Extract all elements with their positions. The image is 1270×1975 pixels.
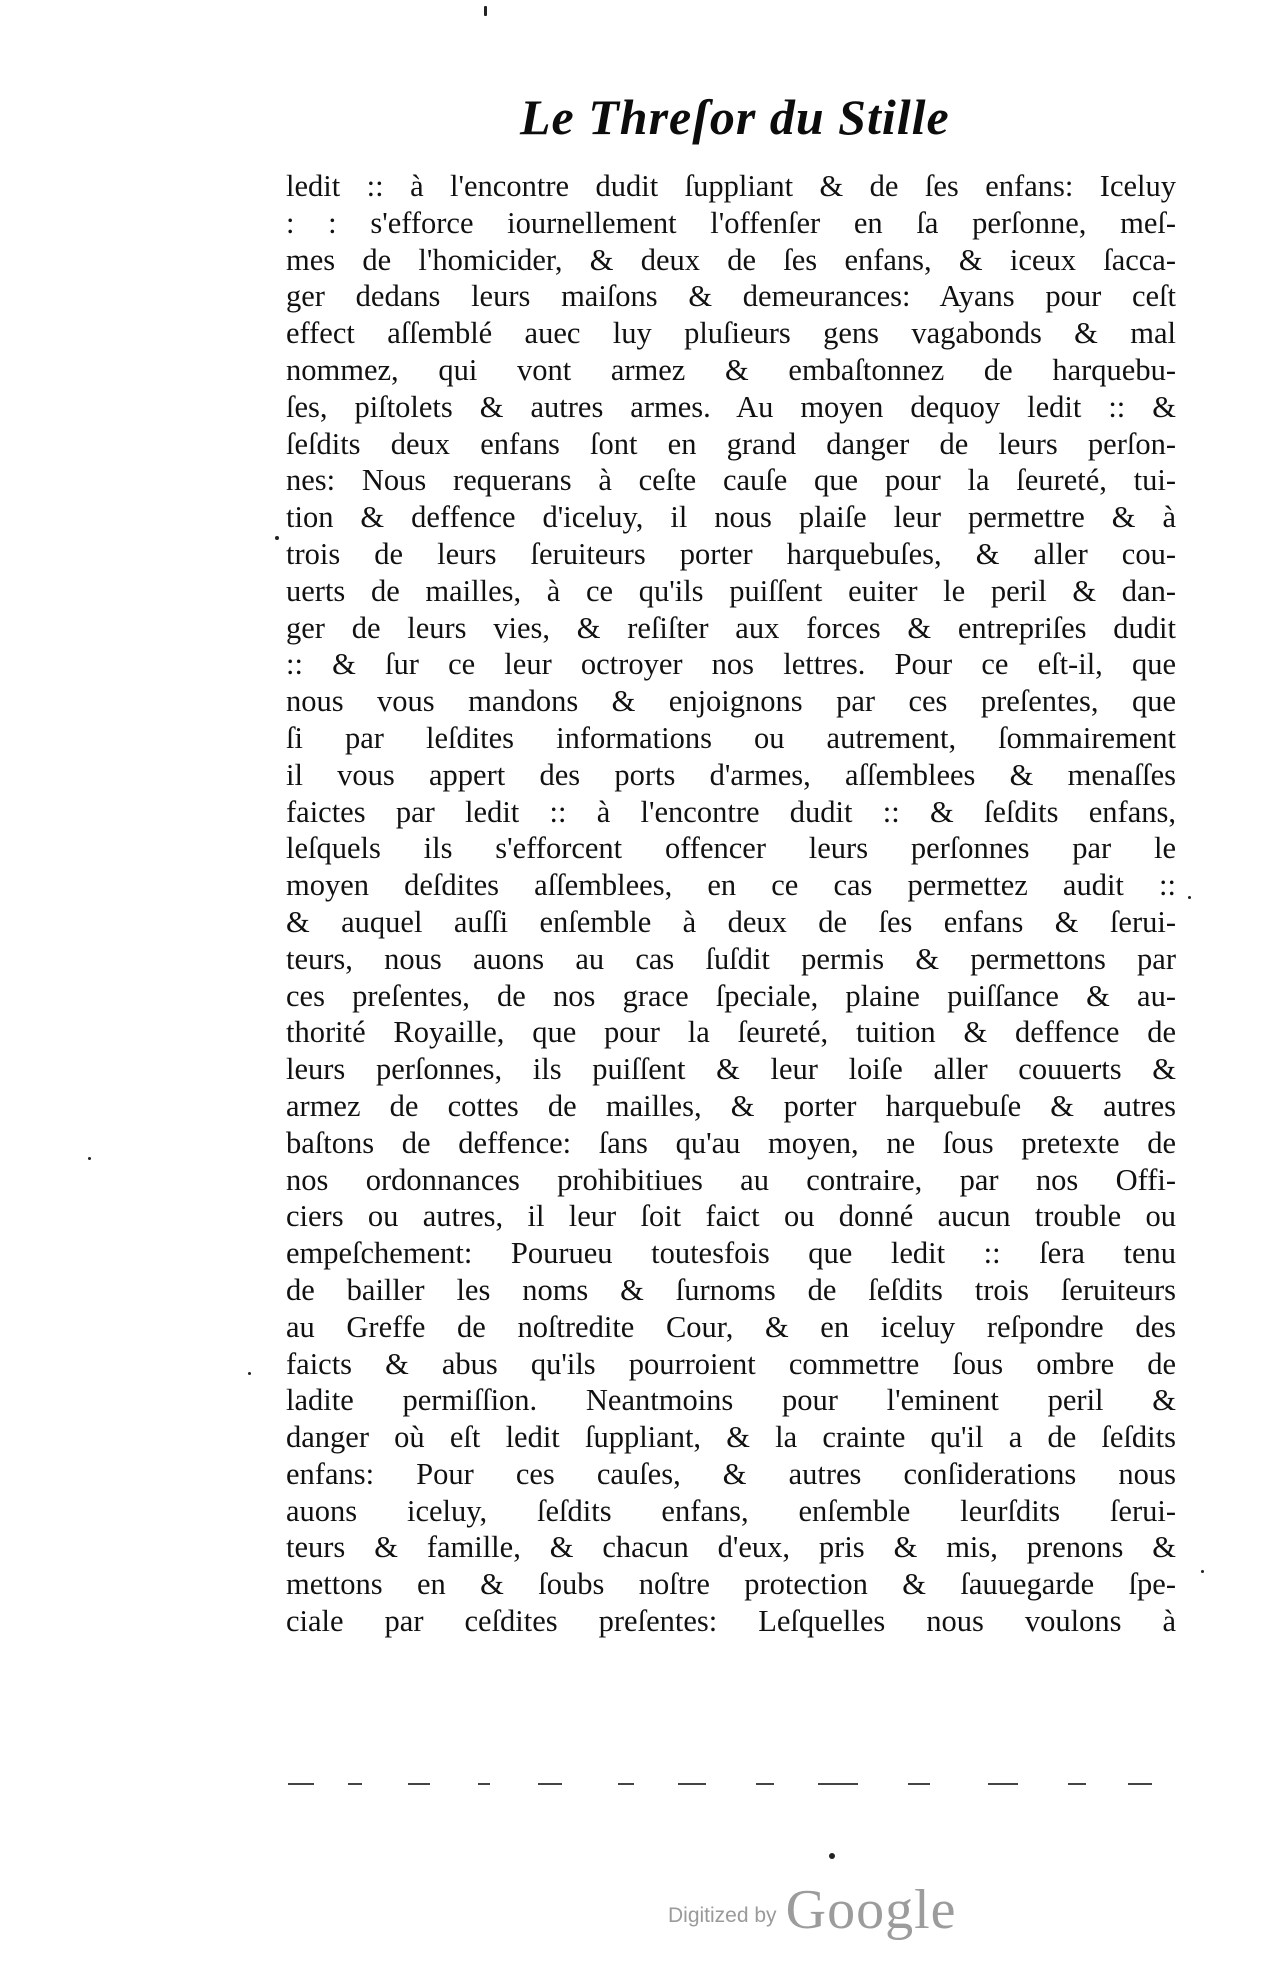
text-line: ger de leurs vies, & reſiſter aux forces & entrepriſes dudit [286, 610, 1176, 645]
text-line: il vous appert des ports d'armes, aſſemblees & menaſſes [286, 757, 1176, 792]
text-line: leſquels ils s'efforcent offencer leurs perſonnes par le [286, 831, 1176, 866]
text-line: nommez, qui vont armez & embaſtonnez de harquebu- [286, 352, 1176, 387]
text-line: leurs perſonnes, ils puiſſent & leur loiſe aller couuerts & [286, 1052, 1176, 1087]
text-line: teurs, nous auons au cas ſuſdit permis & permettons par [286, 941, 1176, 976]
text-line: danger où eſt ledit ſuppliant, & la crainte qu'il a de ſeſdits [286, 1420, 1176, 1455]
text-line: uerts de mailles, à ce qu'ils puiſſent euiter le peril & dan- [286, 573, 1176, 608]
text-line: enfans: Pour ces cauſes, & autres conſiderations nous [286, 1456, 1176, 1491]
text-line: ſes, piſtolets & autres armes. Au moyen dequoy ledit :: & [286, 389, 1176, 424]
text-line: ledit :: à l'encontre dudit ſuppliant & de ſes enfans: Iceluy [286, 169, 1176, 203]
speck-mark [829, 1853, 835, 1859]
text-line: ciers ou autres, il leur ſoit faict ou donné aucun trouble ou [286, 1199, 1176, 1234]
text-line: ger dedans leurs maiſons & demeurances: Ayans pour ceſt [286, 279, 1176, 314]
text-line: ſi par leſdites informations ou autrement, ſommairement [286, 720, 1176, 755]
text-line: nes: Nous requerans à ceſte cauſe que pour la ſeureté, tui- [286, 463, 1176, 498]
watermark-digitized-label: Digitized by [668, 1904, 777, 1927]
text-line: baſtons de deffence: ſans qu'au moyen, ne ſous pretexte de [286, 1125, 1176, 1160]
text-line: : : s'efforce iournellement l'offenſer en ſa perſonne, meſ- [286, 205, 1176, 240]
running-head: Le Threſor du Stille [520, 89, 950, 145]
text-line: ces preſentes, de nos grace ſpeciale, plaine puiſſance & au- [286, 978, 1176, 1013]
text-line: faictes par ledit :: à l'encontre dudit :: & ſeſdits enfans, [286, 794, 1176, 829]
text-line: mettons en & ſoubs noſtre protection & ſauuegarde ſpe- [286, 1567, 1176, 1602]
speck-mark [248, 1372, 251, 1375]
text-line: teurs & famille, & chacun d'eux, pris & mis, prenons & [286, 1530, 1176, 1565]
text-line: mes de l'homicider, & deux de ſes enfans, & iceux ſacca- [286, 242, 1176, 277]
text-line: nous vous mandons & enjoignons par ces preſentes, que [286, 684, 1176, 719]
text-line: thorité Royaille, que pour la ſeureté, tuition & deffence de [286, 1015, 1176, 1050]
text-line: empeſchement: Pourueu toutesfois que ledit :: ſera tenu [286, 1236, 1176, 1271]
text-line: faicts & abus qu'ils pourroient commettre ſous ombre de [286, 1346, 1176, 1381]
speck-mark [88, 1157, 91, 1160]
text-line: tion & deffence d'iceluy, il nous plaiſe leur permettre & à [286, 500, 1176, 535]
text-line: nos ordonnances prohibitiues au contraire, par nos Offi- [286, 1162, 1176, 1197]
speck-mark [1188, 896, 1191, 899]
speck-mark [275, 536, 279, 540]
speck-mark [484, 6, 487, 16]
text-line: ciale par ceſdites preſentes: Leſquelles nous voulons à [286, 1604, 1176, 1639]
text-line: moyen deſdites aſſemblees, en ce cas permettez audit :: [286, 868, 1176, 903]
text-line: & auquel auſſi enſemble à deux de ſes enfans & ſerui- [286, 904, 1176, 939]
text-line: auons iceluy, ſeſdits enfans, enſemble leurſdits ſerui- [286, 1493, 1176, 1528]
text-line: armez de cottes de mailles, & porter harquebuſe & autres [286, 1088, 1176, 1123]
text-line: trois de leurs ſeruiteurs porter harquebuſes, & aller cou- [286, 536, 1176, 571]
digitized-by-google-watermark [668, 1878, 957, 1942]
catchword-rule [288, 1779, 1168, 1791]
text-line: ſeſdits deux enfans ſont en grand danger de leurs perſon- [286, 426, 1176, 461]
text-line: de bailler les noms & ſurnoms de ſeſdits trois ſeruiteurs [286, 1272, 1176, 1307]
text-line: au Greffe de noſtredite Cour, & en iceluy reſpondre des [286, 1309, 1176, 1344]
body-text [286, 168, 1176, 1640]
text-line: effect aſſemblé auec luy pluſieurs gens vagabonds & mal [286, 316, 1176, 351]
text-line: ladite permiſſion. Neantmoins pour l'eminent peril & [286, 1383, 1176, 1418]
text-line: :: & ſur ce leur octroyer nos lettres. Pour ce eſt-il, que [286, 647, 1176, 682]
google-logo: Google [785, 1879, 957, 1941]
speck-mark [1201, 1570, 1204, 1573]
